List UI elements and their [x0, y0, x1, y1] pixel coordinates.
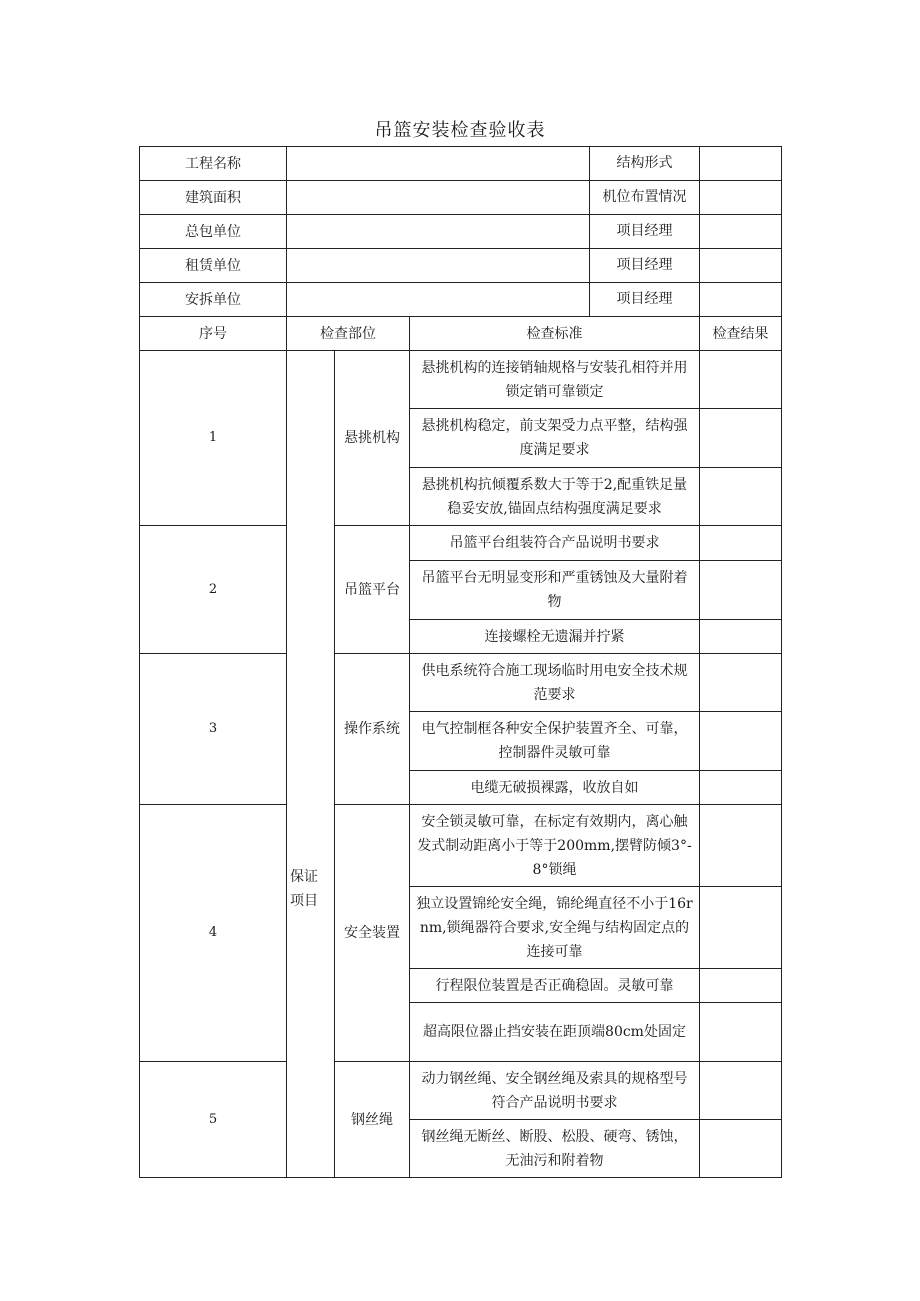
- check-standard: 钢丝绳无断丝、断股、松股、硬弯、锈蚀，无油污和附着物: [410, 1120, 700, 1178]
- check-part: 操作系统: [335, 654, 410, 805]
- check-result-cell[interactable]: [700, 969, 782, 1003]
- group-label: [287, 351, 335, 1178]
- col-header-seq: 序号: [140, 317, 287, 351]
- info-label: 租赁单位: [140, 249, 287, 283]
- info-label-2: 项目经理: [616, 257, 673, 273]
- col-header-standard: 检查标准: [410, 317, 700, 351]
- table-row: [140, 526, 782, 561]
- building-area-field[interactable]: [287, 181, 700, 215]
- check-standard: 安全锁灵敏可靠，在标定有效期内，离心触发式制动距离小于等于200mm,摆臂防倾3°-8°锁绳: [410, 805, 700, 887]
- info-row: [140, 249, 782, 283]
- position-layout-field[interactable]: [700, 181, 782, 215]
- info-label-2: 机位布置情况: [602, 189, 687, 205]
- check-standard: 悬挑机构稳定，前支架受力点平整，结构强度满足要求: [410, 409, 700, 468]
- info-label-2: 项目经理: [616, 291, 673, 307]
- info-label: 建筑面积: [140, 181, 287, 215]
- check-result-cell[interactable]: [700, 526, 782, 561]
- check-standard: 吊篮平台无明显变形和严重锈蚀及大量附着物: [410, 561, 700, 620]
- info-row: [140, 283, 782, 317]
- check-standard: 电缆无破损裸露，收放自如: [410, 771, 700, 805]
- seq-number: 2: [140, 526, 287, 654]
- column-header-row: [140, 317, 782, 351]
- info-row: [140, 181, 782, 215]
- info-label-2: 结构形式: [616, 155, 673, 171]
- table-row: [140, 654, 782, 712]
- info-label: 工程名称: [140, 147, 287, 181]
- seq-number: 1: [140, 351, 287, 526]
- table-row: [140, 805, 782, 887]
- check-result-cell[interactable]: [700, 712, 782, 771]
- check-part: 悬挑机构: [335, 351, 410, 526]
- check-result-cell[interactable]: [700, 1120, 782, 1178]
- info-label-2: 项目经理: [616, 223, 673, 239]
- info-label: 总包单位: [140, 215, 287, 249]
- check-standard: 电气控制框各种安全保护装置齐全、可靠，控制器件灵敏可靠: [410, 712, 700, 771]
- info-row: [140, 215, 782, 249]
- project-manager-field[interactable]: [700, 283, 782, 317]
- check-result-cell[interactable]: [700, 887, 782, 969]
- check-standard: 吊篮平台组装符合产品说明书要求: [410, 526, 700, 561]
- table-row: [140, 351, 782, 409]
- check-standard: 动力钢丝绳、安全钢丝绳及索具的规格型号符合产品说明书要求: [410, 1062, 700, 1120]
- check-result-cell[interactable]: [700, 654, 782, 712]
- check-result-cell[interactable]: [700, 468, 782, 526]
- check-part: 钢丝绳: [335, 1062, 410, 1178]
- general-contractor-value[interactable]: [287, 215, 590, 248]
- col-header-part: 检查部位: [287, 317, 410, 351]
- check-result-cell[interactable]: [700, 409, 782, 468]
- check-part: 吊篮平台: [335, 526, 410, 654]
- seq-number: 5: [140, 1062, 287, 1178]
- structure-type-field[interactable]: [700, 147, 782, 181]
- info-row: [140, 147, 782, 181]
- lessor-value[interactable]: [287, 249, 590, 282]
- form-title: 吊篮安装检查验收表: [374, 120, 546, 141]
- seq-number: 3: [140, 654, 287, 805]
- group-label-text: 保证项目: [290, 869, 318, 909]
- project-name-value[interactable]: [287, 147, 590, 180]
- installer-value[interactable]: [287, 283, 590, 316]
- check-standard: 独立设置锦纶安全绳，锦纶绳直径不小于16rnm,锁绳器符合要求,安全绳与结构固定点的连接可靠: [410, 887, 700, 969]
- check-standard: 超高限位器止挡安装在距顶端80cm处固定: [410, 1003, 700, 1062]
- check-standard: 连接螺栓无遗漏并拧紧: [410, 620, 700, 654]
- check-standard: 供电系统符合施工现场临时用电安全技术规范要求: [410, 654, 700, 712]
- lessor-field[interactable]: [287, 249, 700, 283]
- project-manager-field[interactable]: [700, 215, 782, 249]
- check-standard: 悬挑机构的连接销轴规格与安装孔相符并用锁定销可靠锁定: [410, 351, 700, 409]
- check-result-cell[interactable]: [700, 771, 782, 805]
- col-header-result: 检查结果: [700, 317, 782, 351]
- check-part: 安全装置: [335, 805, 410, 1062]
- inspection-table: [139, 146, 782, 1178]
- seq-number: 4: [140, 805, 287, 1062]
- general-contractor-field[interactable]: [287, 215, 700, 249]
- project-name-field[interactable]: [287, 147, 700, 181]
- check-result-cell[interactable]: [700, 620, 782, 654]
- check-result-cell[interactable]: [700, 1003, 782, 1062]
- check-standard: 行程限位装置是否正确稳固。灵敏可靠: [410, 969, 700, 1003]
- installer-field[interactable]: [287, 283, 700, 317]
- info-label: 安拆单位: [140, 283, 287, 317]
- building-area-value[interactable]: [287, 181, 590, 214]
- check-result-cell[interactable]: [700, 1062, 782, 1120]
- check-result-cell[interactable]: [700, 805, 782, 887]
- check-result-cell[interactable]: [700, 351, 782, 409]
- project-manager-field[interactable]: [700, 249, 782, 283]
- check-standard: 悬挑机构抗倾覆系数大于等于2,配重铁足量稳妥安放,锚固点结构强度满足要求: [410, 468, 700, 526]
- check-result-cell[interactable]: [700, 561, 782, 620]
- table-row: [140, 1062, 782, 1120]
